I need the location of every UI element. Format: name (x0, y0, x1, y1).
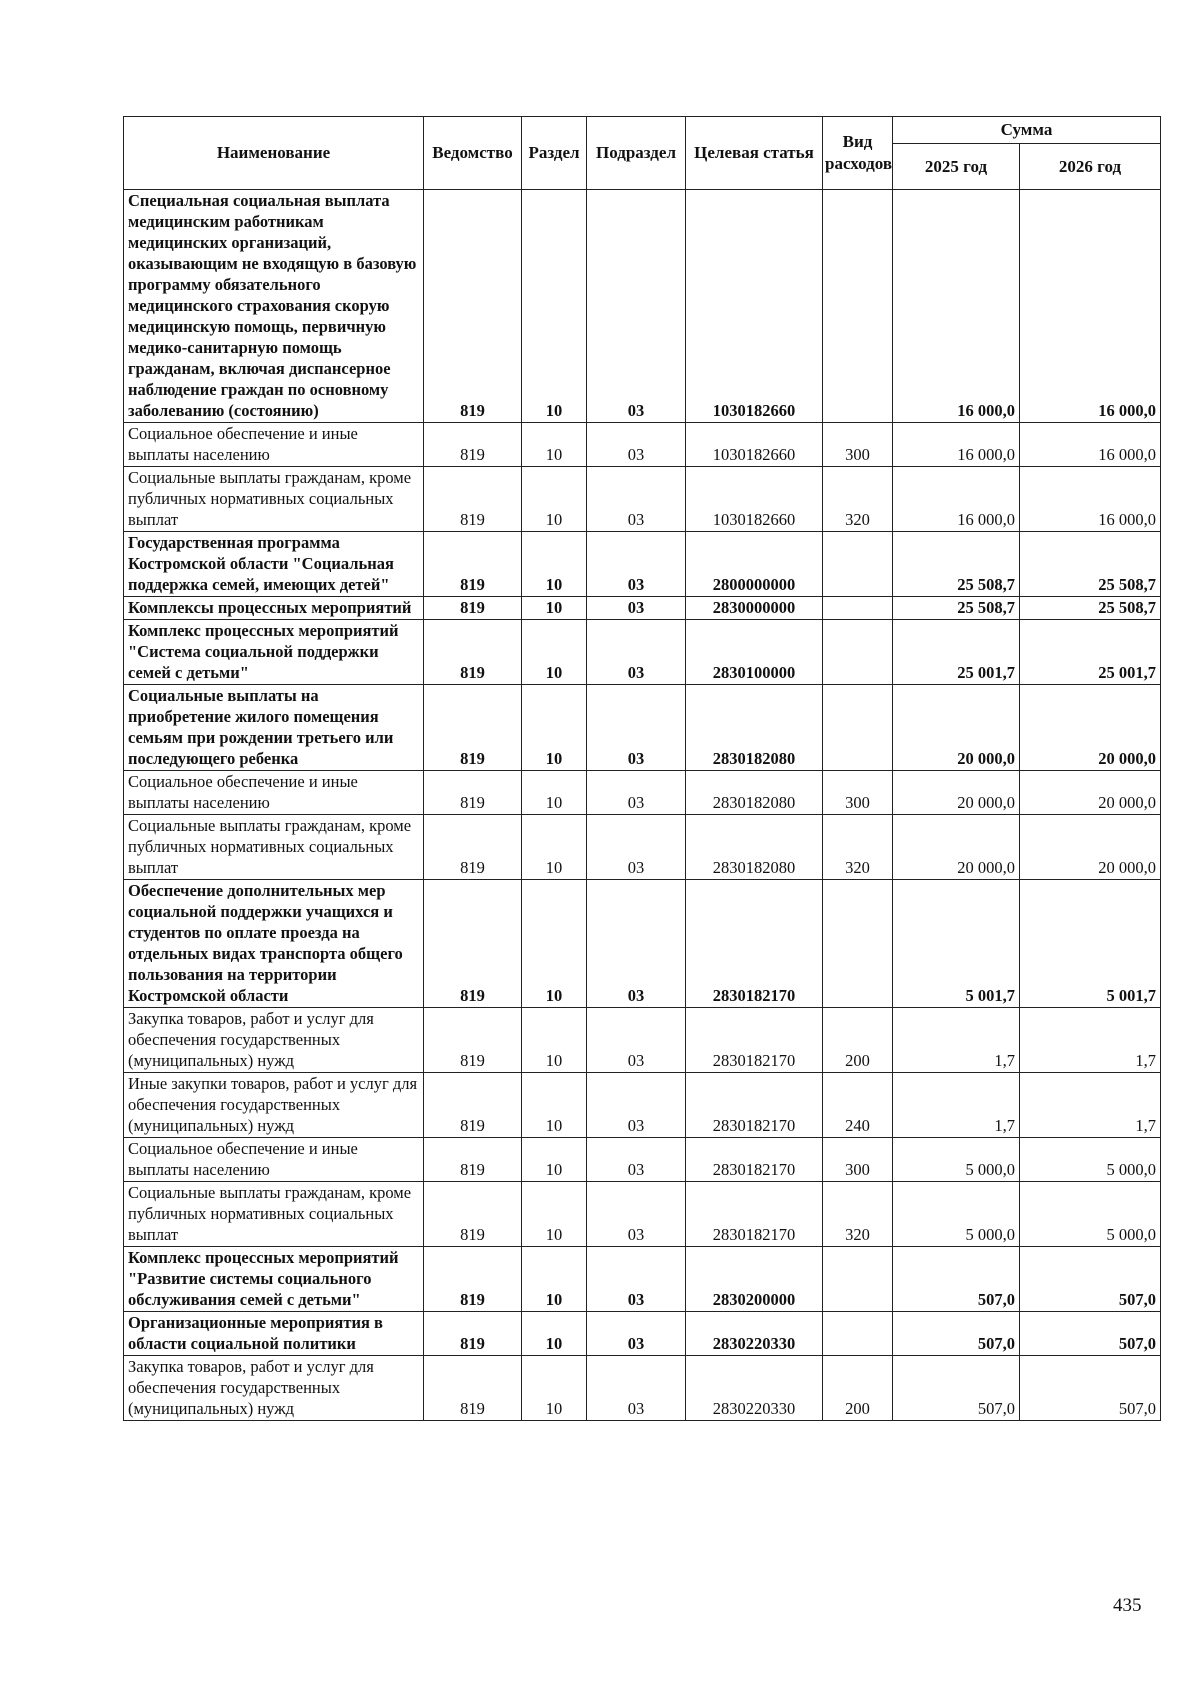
row-sum-2026: 507,0 (1020, 1356, 1161, 1421)
row-subsection: 03 (587, 815, 686, 880)
row-subsection: 03 (587, 1247, 686, 1312)
row-name: Социальные выплаты гражданам, кроме публичных нормативных социальных выплат (124, 467, 424, 532)
row-target-article: 2830182080 (686, 771, 823, 815)
row-sum-2026: 25 508,7 (1020, 532, 1161, 597)
row-name: Социальные выплаты гражданам, кроме публичных нормативных социальных выплат (124, 815, 424, 880)
row-department: 819 (424, 1073, 522, 1138)
row-sum-2026: 507,0 (1020, 1247, 1161, 1312)
row-target-article: 2830182080 (686, 685, 823, 771)
row-subsection: 03 (587, 1073, 686, 1138)
row-sum-2025: 16 000,0 (893, 423, 1020, 467)
row-department: 819 (424, 1247, 522, 1312)
row-expense-type (823, 880, 893, 1008)
row-name: Закупка товаров, работ и услуг для обеспечения государственных (муниципальных) нужд (124, 1008, 424, 1073)
row-section: 10 (522, 880, 587, 1008)
row-department: 819 (424, 190, 522, 423)
table-row (124, 1138, 1161, 1182)
row-section: 10 (522, 1138, 587, 1182)
row-name: Социальные выплаты на приобретение жилого помещения семьям при рождении третьего или последующего ребенка (124, 685, 424, 771)
header-department: Ведомство (424, 117, 522, 190)
row-target-article: 2830220330 (686, 1312, 823, 1356)
row-expense-type: 200 (823, 1008, 893, 1073)
table-row (124, 815, 1161, 880)
row-section: 10 (522, 1356, 587, 1421)
row-section: 10 (522, 1073, 587, 1138)
row-target-article: 2800000000 (686, 532, 823, 597)
row-expense-type (823, 1247, 893, 1312)
table-row (124, 620, 1161, 685)
row-sum-2025: 507,0 (893, 1312, 1020, 1356)
row-sum-2025: 507,0 (893, 1356, 1020, 1421)
row-sum-2025: 20 000,0 (893, 815, 1020, 880)
row-department: 819 (424, 1138, 522, 1182)
row-section: 10 (522, 423, 587, 467)
row-sum-2025: 5 000,0 (893, 1182, 1020, 1247)
row-name: Комплекс процессных мероприятий "Система социальной поддержки семей с детьми" (124, 620, 424, 685)
row-department: 819 (424, 467, 522, 532)
row-expense-type: 300 (823, 1138, 893, 1182)
row-department: 819 (424, 1356, 522, 1421)
table-row (124, 423, 1161, 467)
table-row (124, 1073, 1161, 1138)
header-year-2025: 2025 год (893, 144, 1020, 190)
row-target-article: 2830182170 (686, 880, 823, 1008)
row-sum-2025: 25 508,7 (893, 532, 1020, 597)
row-name: Социальные выплаты гражданам, кроме публичных нормативных социальных выплат (124, 1182, 424, 1247)
header-target-article: Целевая статья (686, 117, 823, 190)
row-section: 10 (522, 685, 587, 771)
row-target-article: 2830220330 (686, 1356, 823, 1421)
row-name: Комплекс процессных мероприятий "Развитие системы социального обслуживания семей с детьми" (124, 1247, 424, 1312)
row-sum-2026: 16 000,0 (1020, 467, 1161, 532)
row-expense-type: 200 (823, 1356, 893, 1421)
header-expense-type: Вид расходов (823, 117, 893, 190)
row-name: Закупка товаров, работ и услуг для обеспечения государственных (муниципальных) нужд (124, 1356, 424, 1421)
row-sum-2025: 1,7 (893, 1008, 1020, 1073)
row-sum-2026: 5 000,0 (1020, 1138, 1161, 1182)
table-row (124, 190, 1161, 423)
row-name: Социальное обеспечение и иные выплаты населению (124, 771, 424, 815)
row-department: 819 (424, 620, 522, 685)
row-sum-2025: 20 000,0 (893, 685, 1020, 771)
row-section: 10 (522, 815, 587, 880)
table-body (124, 190, 1161, 1421)
header-sum: Сумма (893, 117, 1161, 144)
row-sum-2026: 1,7 (1020, 1008, 1161, 1073)
row-subsection: 03 (587, 190, 686, 423)
row-department: 819 (424, 597, 522, 620)
row-expense-type: 240 (823, 1073, 893, 1138)
row-name: Социальное обеспечение и иные выплаты населению (124, 1138, 424, 1182)
row-department: 819 (424, 1312, 522, 1356)
row-sum-2025: 1,7 (893, 1073, 1020, 1138)
row-expense-type: 320 (823, 467, 893, 532)
table-row (124, 467, 1161, 532)
row-expense-type: 300 (823, 423, 893, 467)
row-expense-type (823, 190, 893, 423)
page-number: 435 (1113, 1595, 1142, 1616)
row-subsection: 03 (587, 1312, 686, 1356)
row-expense-type (823, 532, 893, 597)
row-subsection: 03 (587, 423, 686, 467)
row-department: 819 (424, 815, 522, 880)
row-target-article: 2830000000 (686, 597, 823, 620)
row-subsection: 03 (587, 1182, 686, 1247)
row-sum-2025: 16 000,0 (893, 190, 1020, 423)
row-sum-2025: 25 001,7 (893, 620, 1020, 685)
row-target-article: 2830182170 (686, 1073, 823, 1138)
row-sum-2026: 25 001,7 (1020, 620, 1161, 685)
row-sum-2026: 20 000,0 (1020, 771, 1161, 815)
row-expense-type (823, 1312, 893, 1356)
row-expense-type (823, 597, 893, 620)
row-name: Комплексы процессных мероприятий (124, 597, 424, 620)
row-subsection: 03 (587, 467, 686, 532)
row-expense-type: 320 (823, 815, 893, 880)
row-sum-2025: 16 000,0 (893, 467, 1020, 532)
row-target-article: 2830100000 (686, 620, 823, 685)
row-sum-2026: 16 000,0 (1020, 190, 1161, 423)
row-target-article: 2830182080 (686, 815, 823, 880)
row-name: Специальная социальная выплата медицинским работникам медицинских организаций, оказывающим не входящую в базовую программу обязательного медицинского страхования скорую медицинскую помощь, первичную медико-санитарную помощь гражданам, включая диспансерное наблюдение граждан по основному заболеванию (состоянию) (124, 190, 424, 423)
row-section: 10 (522, 597, 587, 620)
row-target-article: 2830182170 (686, 1138, 823, 1182)
row-subsection: 03 (587, 532, 686, 597)
row-subsection: 03 (587, 771, 686, 815)
row-expense-type (823, 685, 893, 771)
row-department: 819 (424, 1008, 522, 1073)
row-section: 10 (522, 532, 587, 597)
table-row (124, 771, 1161, 815)
row-name: Иные закупки товаров, работ и услуг для обеспечения государственных (муниципальных) нужд (124, 1073, 424, 1138)
table-row (124, 1356, 1161, 1421)
table-row (124, 532, 1161, 597)
row-subsection: 03 (587, 1008, 686, 1073)
table-row (124, 1247, 1161, 1312)
row-sum-2026: 20 000,0 (1020, 815, 1161, 880)
row-sum-2025: 5 001,7 (893, 880, 1020, 1008)
row-section: 10 (522, 190, 587, 423)
row-sum-2025: 5 000,0 (893, 1138, 1020, 1182)
row-sum-2025: 20 000,0 (893, 771, 1020, 815)
row-department: 819 (424, 532, 522, 597)
row-target-article: 2830182170 (686, 1182, 823, 1247)
row-sum-2026: 507,0 (1020, 1312, 1161, 1356)
row-target-article: 2830200000 (686, 1247, 823, 1312)
row-sum-2026: 25 508,7 (1020, 597, 1161, 620)
row-subsection: 03 (587, 597, 686, 620)
row-department: 819 (424, 423, 522, 467)
row-section: 10 (522, 771, 587, 815)
table-row (124, 880, 1161, 1008)
row-target-article: 1030182660 (686, 190, 823, 423)
row-sum-2025: 25 508,7 (893, 597, 1020, 620)
row-name: Обеспечение дополнительных мер социальной поддержки учащихся и студентов по оплате проезда на отдельных видах транспорта общего пользования на территории Костромской области (124, 880, 424, 1008)
row-department: 819 (424, 880, 522, 1008)
row-sum-2026: 5 000,0 (1020, 1182, 1161, 1247)
budget-table (123, 116, 1161, 1421)
table-row (124, 1312, 1161, 1356)
row-target-article: 1030182660 (686, 467, 823, 532)
row-target-article: 2830182170 (686, 1008, 823, 1073)
row-expense-type: 300 (823, 771, 893, 815)
row-department: 819 (424, 1182, 522, 1247)
row-sum-2026: 16 000,0 (1020, 423, 1161, 467)
table-row (124, 685, 1161, 771)
row-section: 10 (522, 1182, 587, 1247)
row-section: 10 (522, 1008, 587, 1073)
table-header (124, 117, 1161, 190)
header-section: Раздел (522, 117, 587, 190)
header-name: Наименование (124, 117, 424, 190)
row-subsection: 03 (587, 880, 686, 1008)
row-subsection: 03 (587, 1138, 686, 1182)
row-section: 10 (522, 620, 587, 685)
row-sum-2026: 1,7 (1020, 1073, 1161, 1138)
table-row (124, 1008, 1161, 1073)
row-expense-type: 320 (823, 1182, 893, 1247)
row-section: 10 (522, 1312, 587, 1356)
row-name: Организационные мероприятия в области социальной политики (124, 1312, 424, 1356)
row-name: Государственная программа Костромской области "Социальная поддержка семей, имеющих детей" (124, 532, 424, 597)
row-expense-type (823, 620, 893, 685)
row-section: 10 (522, 467, 587, 532)
row-sum-2026: 5 001,7 (1020, 880, 1161, 1008)
row-sum-2025: 507,0 (893, 1247, 1020, 1312)
row-target-article: 1030182660 (686, 423, 823, 467)
row-subsection: 03 (587, 685, 686, 771)
row-department: 819 (424, 771, 522, 815)
row-department: 819 (424, 685, 522, 771)
header-year-2026: 2026 год (1020, 144, 1161, 190)
row-name: Социальное обеспечение и иные выплаты населению (124, 423, 424, 467)
row-sum-2026: 20 000,0 (1020, 685, 1161, 771)
row-section: 10 (522, 1247, 587, 1312)
row-subsection: 03 (587, 1356, 686, 1421)
table-row (124, 1182, 1161, 1247)
table-row (124, 597, 1161, 620)
header-subsection: Подраздел (587, 117, 686, 190)
row-subsection: 03 (587, 620, 686, 685)
